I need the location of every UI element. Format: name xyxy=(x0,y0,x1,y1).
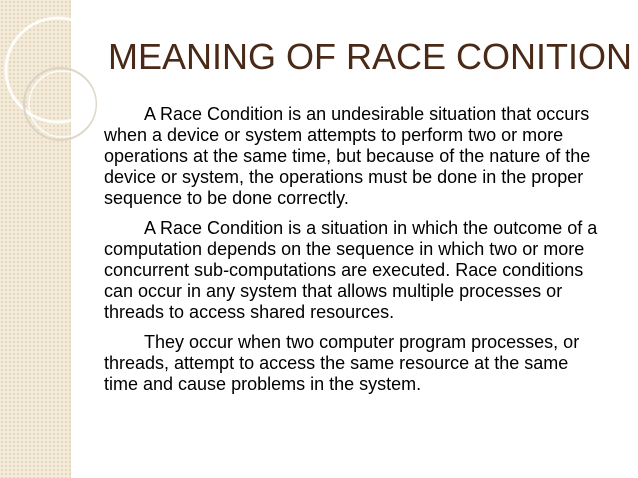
paragraph-definition: A Race Condition is an undesirable situation that occurs when a device or system attempts to perform two or more operations at the same time, but because of the nature of the device or system, the operations must be done in the proper sequence to be done correctly. xyxy=(104,104,591,208)
slide-body xyxy=(104,104,604,404)
decorative-circle-inner xyxy=(29,71,95,137)
decorative-circle-small xyxy=(24,68,96,140)
paragraph-occurrence: They occur when two computer program processes, or threads, attempt to access the same resource at the same time and cause problems in the system. xyxy=(104,332,580,394)
paragraph-computation: A Race Condition is a situation in which the outcome of a computation depends on the sequence in which two or more concurrent sub-computations are executed. Race conditions can occur in any system that allows multiple processes or threads to access shared resources. xyxy=(104,218,598,322)
slide-title: MEANING OF RACE CONITION xyxy=(108,36,633,77)
